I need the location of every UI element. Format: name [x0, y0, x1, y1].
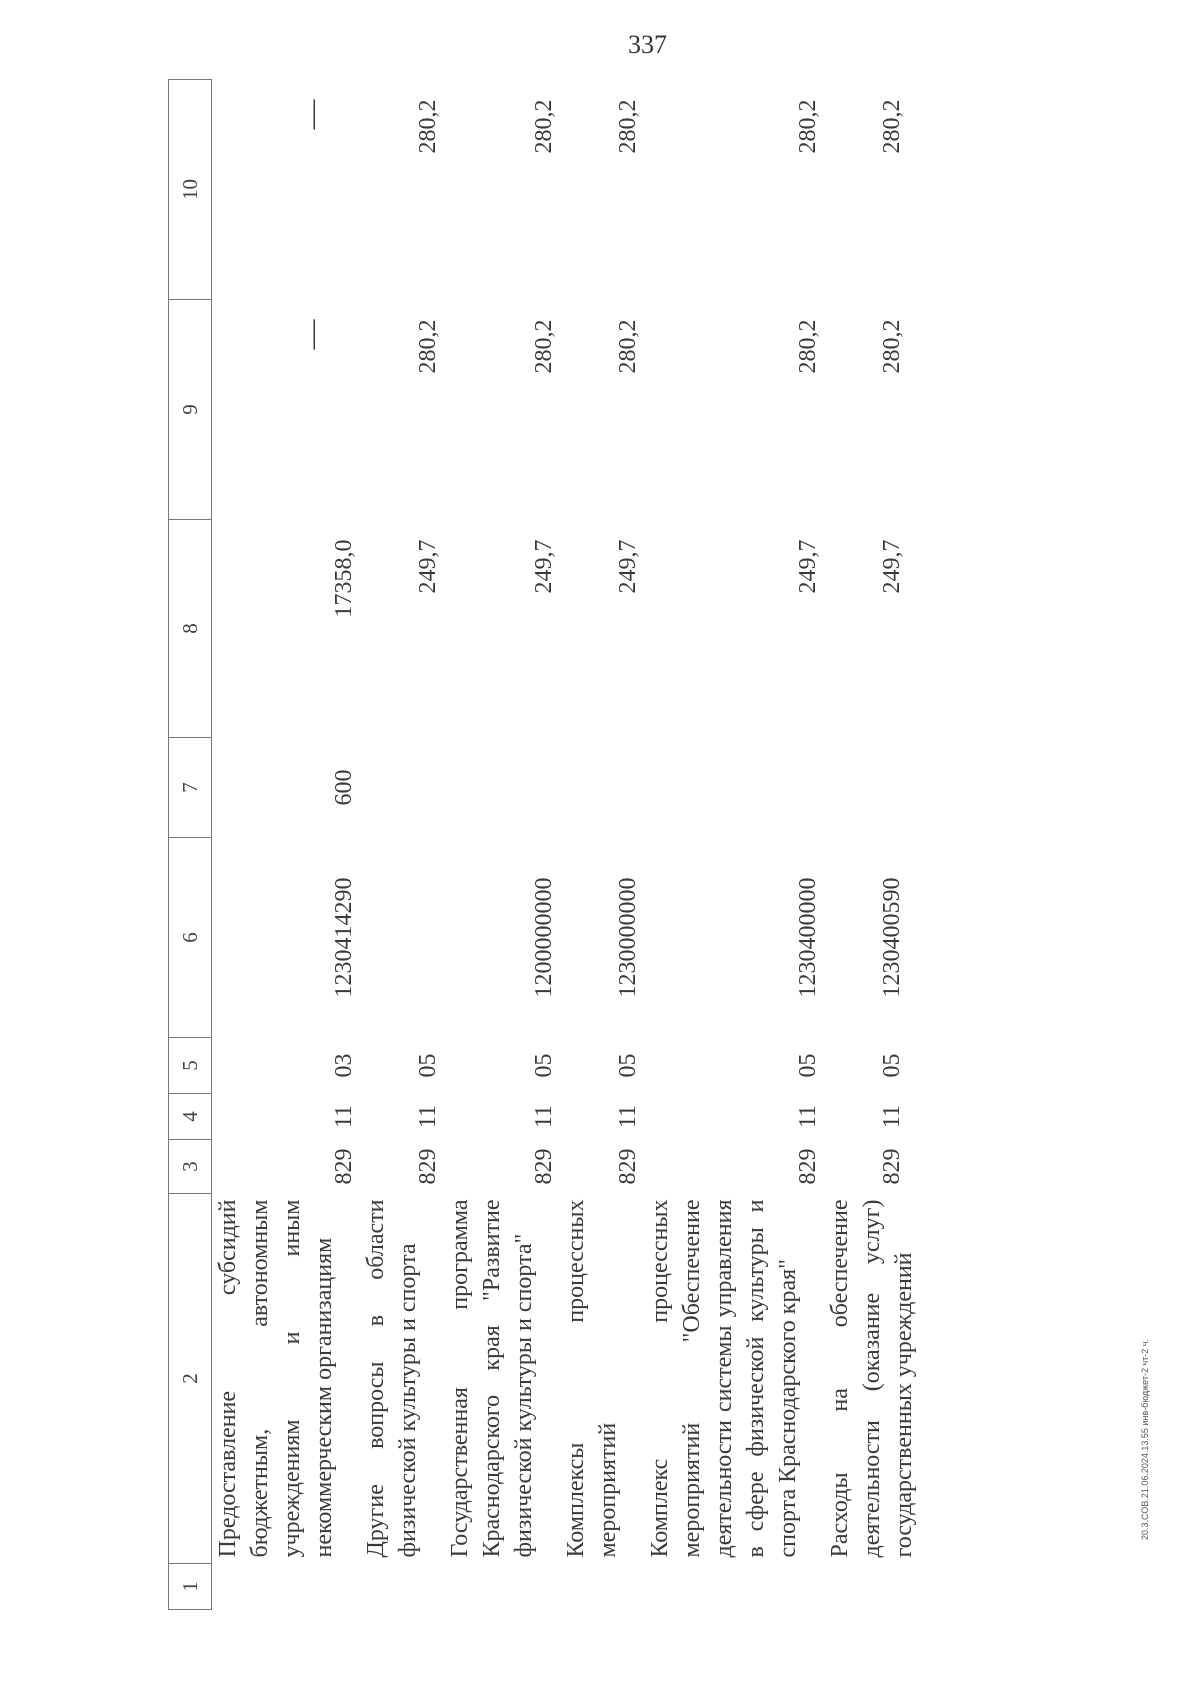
- cell-c4: 11: [879, 1104, 905, 1129]
- cell-c9: 280,2: [531, 319, 557, 374]
- cell-c4: 11: [531, 1104, 557, 1129]
- cell-c8: 249,7: [531, 539, 557, 594]
- cell-c7: [360, 738, 444, 838]
- table-row: [824, 80, 940, 1610]
- cell-c7: 600: [331, 769, 357, 806]
- cell-c9: 280,2: [795, 319, 821, 374]
- row-name: Другие вопросы в области физической культуры и спорта: [363, 1199, 421, 1558]
- cell-c3: 829: [331, 1148, 357, 1185]
- cell-c5: 05: [415, 1053, 441, 1078]
- cell-c10: 280,2: [615, 99, 641, 154]
- row-name: Государственная программа Краснодарского края "Развитие физической культуры и спорта": [447, 1199, 537, 1558]
- cell-c6: 1230400590: [879, 877, 905, 998]
- cell-c3: 829: [415, 1148, 441, 1185]
- budget-table: [168, 79, 940, 1610]
- cell-c5: 05: [795, 1053, 821, 1078]
- cell-c10: 280,2: [795, 99, 821, 154]
- row-name: Предоставление субсидий бюджетным, автономным учреждениям и иным некоммерческим организациям: [215, 1199, 337, 1558]
- cell-c6: 1230000000: [615, 877, 641, 998]
- col-header-2: 2: [169, 1194, 212, 1564]
- row-name: Расходы на обеспечение деятельности (оказание услуг) государственных учреждений: [827, 1199, 917, 1558]
- col-header-6: 6: [169, 838, 212, 1038]
- table-row: [444, 80, 560, 1610]
- cell-c8: 249,7: [415, 539, 441, 594]
- table-row: [560, 80, 644, 1610]
- cell-c6: 1230400000: [795, 877, 821, 998]
- header-row: [169, 80, 212, 1610]
- cell-c10: —: [295, 99, 328, 130]
- col-header-7: 7: [169, 738, 212, 838]
- col-header-4: 4: [169, 1094, 212, 1140]
- cell-c10: 280,2: [531, 99, 557, 154]
- cell-c3: 829: [615, 1148, 641, 1185]
- cell-c3: 829: [531, 1148, 557, 1185]
- col-header-1: 1: [169, 1564, 212, 1610]
- cell-c8: 249,7: [615, 539, 641, 594]
- col-header-3: 3: [169, 1140, 212, 1194]
- row-name: Комплекс процессных мероприятий "Обеспечение деятельности системы управления в сфере физической культуры и спорта Краснодарского края": [647, 1199, 801, 1558]
- cell-c6: 1230414290: [331, 877, 357, 998]
- cell-c5: 03: [331, 1053, 357, 1078]
- row-name: Комплексы процессных мероприятий: [563, 1199, 621, 1558]
- col-header-9: 9: [169, 300, 212, 520]
- cell-c5: 05: [879, 1053, 905, 1078]
- budget-table-rotated: [168, 80, 1048, 1610]
- cell-c8: 249,7: [879, 539, 905, 594]
- cell-c5: 05: [615, 1053, 641, 1078]
- col-header-5: 5: [169, 1038, 212, 1094]
- cell-c4: 11: [331, 1104, 357, 1129]
- cell-c3: 829: [795, 1148, 821, 1185]
- cell-c4: 11: [795, 1104, 821, 1129]
- cell-c9: 280,2: [415, 319, 441, 374]
- cell-c7: [444, 738, 560, 838]
- cell-c9: —: [295, 319, 328, 350]
- col-header-10: 10: [169, 80, 212, 300]
- cell-c8: 17358,0: [331, 539, 357, 618]
- cell-c10: 280,2: [415, 99, 441, 154]
- page-number: 337: [628, 30, 667, 59]
- cell-c9: 280,2: [615, 319, 641, 374]
- table-row: [212, 80, 361, 1610]
- col-header-8: 8: [169, 520, 212, 738]
- cell-c5: 05: [531, 1053, 557, 1078]
- cell-c4: 11: [415, 1104, 441, 1129]
- table-row: [644, 80, 824, 1610]
- cell-c6: 1200000000: [531, 877, 557, 998]
- document-footer-code: 20.3.СОВ.21.06.2024.13.55 инв-бюджет-2 чт-2 ч.: [1140, 1339, 1150, 1540]
- table-row: [360, 80, 444, 1610]
- cell-c8: 249,7: [795, 539, 821, 594]
- cell-c4: 11: [615, 1104, 641, 1129]
- cell-c9: 280,2: [879, 319, 905, 374]
- cell-c6: [360, 838, 444, 1038]
- cell-c7: [560, 738, 644, 838]
- cell-c10: 280,2: [879, 99, 905, 154]
- cell-c7: [824, 738, 940, 838]
- cell-c3: 829: [879, 1148, 905, 1185]
- cell-c7: [644, 738, 824, 838]
